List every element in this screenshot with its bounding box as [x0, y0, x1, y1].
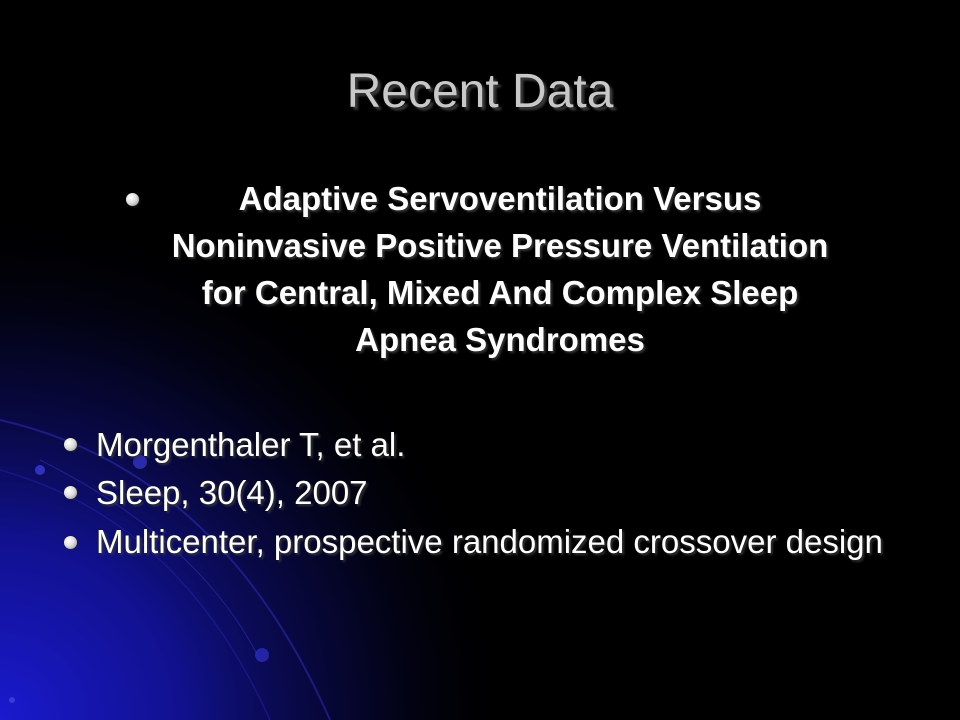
bullet-icon — [64, 486, 77, 499]
main-bullet-text: Adaptive Servoventilation Versus Noninvasive Positive Pressure Ventilation for Central, Mixed And Complex Sleep Apnea Syndromes — [171, 180, 829, 358]
decor-dot — [9, 697, 15, 703]
slide-title: Recent Data — [346, 65, 614, 118]
bullet-icon — [64, 536, 77, 549]
bullet-icon — [64, 438, 77, 451]
sub-bullet-journal: Sleep, 30(4), 2007 — [96, 474, 368, 511]
bullet-icon — [126, 193, 139, 206]
sub-bullet-design: Multicenter, prospective randomized crossover design — [96, 523, 883, 560]
sub-bullet-author: Morgenthaler T, et al. — [96, 426, 406, 463]
decor-dot — [255, 648, 269, 662]
decor-dot — [35, 465, 45, 475]
